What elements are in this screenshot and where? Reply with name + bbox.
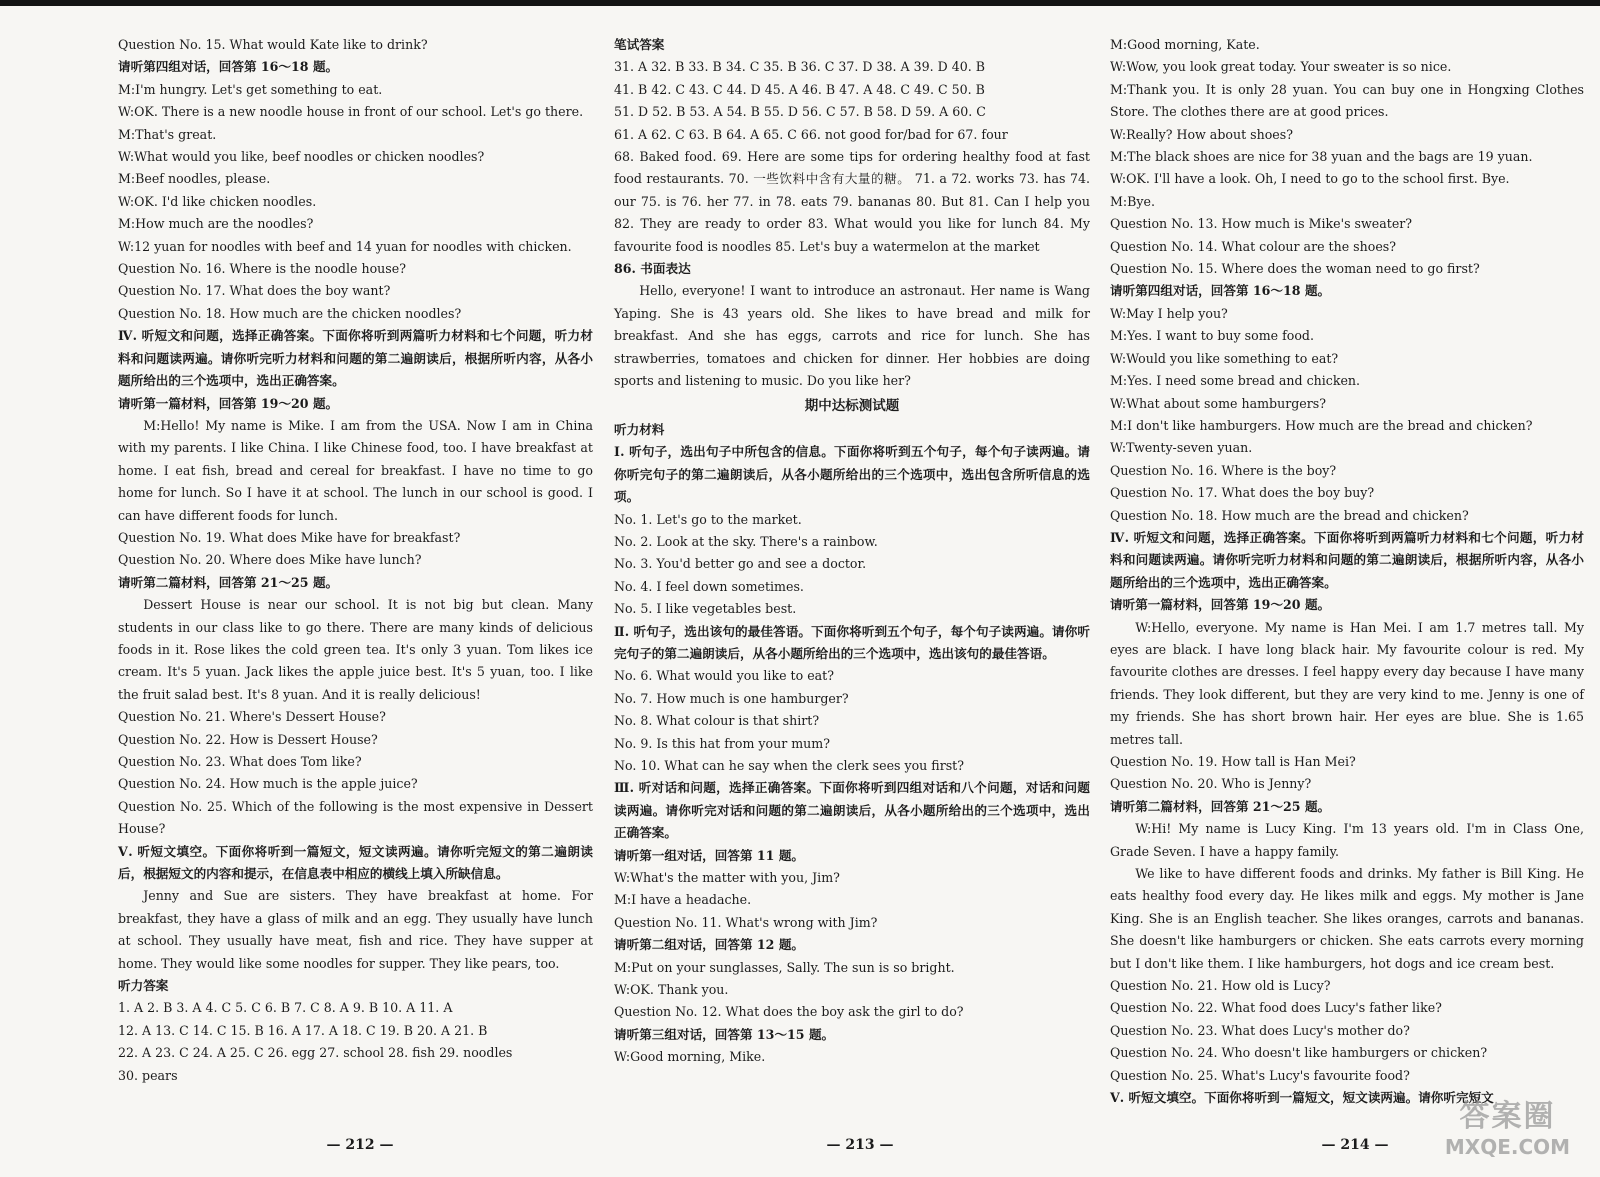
answer-row: 31. A 32. B 33. B 34. C 35. B 36. C 37. D 38. A 39. D 40. B bbox=[614, 59, 986, 75]
sentence-line: No. 6. What would you like to eat? bbox=[614, 668, 834, 684]
section-heading: Ⅴ. 听短文填空。下面你将听到一篇短文，短文读两遍。请你听完短文的第二遍朗读后，根据短文的内容和提示，在信息表中相应的横线上填入所缺信息。 bbox=[118, 843, 593, 882]
dialogue-line: M:Good morning, Kate. bbox=[1110, 37, 1260, 52]
dialogue-line: M:Thank you. It is only 28 yuan. You can buy one in Hongxing Clothes Store. The clothes there are at good prices. bbox=[1110, 81, 1584, 120]
dialogue-line: W:OK. There is a new noodle house in front of our school. Let's go there. bbox=[118, 104, 584, 120]
page-number: — 214 — bbox=[1321, 1137, 1389, 1153]
question-line: Question No. 24. Who doesn't like hamburgers or chicken? bbox=[1110, 1045, 1488, 1061]
watermark-url: MXQE.COM bbox=[1444, 1135, 1571, 1159]
passage: Jenny and Sue are sisters. They have breakfast at home. For breakfast, they have a glass of milk and an egg. They usually have lunch at school. They usually have meat, fish and rice. They have supper at home. They would like some noodles for supper. They like pears, too. bbox=[118, 888, 593, 971]
dialogue-line: W:What would you like, beef noodles or chicken noodles? bbox=[118, 149, 485, 165]
answers-heading: 听力答案 bbox=[118, 978, 169, 994]
question-line: Question No. 13. How much is Mike's sweater? bbox=[1110, 216, 1413, 232]
test-title: 期中达标测试题 bbox=[804, 397, 900, 414]
sentence-line: No. 3. You'd better go and see a doctor. bbox=[614, 556, 867, 572]
question-line: Question No. 20. Who is Jenny? bbox=[1110, 776, 1312, 792]
answer-row: 12. A 13. C 14. C 15. B 16. A 17. A 18. C 19. B 20. A 21. B bbox=[118, 1022, 488, 1038]
section-instruction: 请听第四组对话，回答第 16～18 题。 bbox=[118, 59, 339, 75]
question-line: Question No. 16. Where is the boy? bbox=[1110, 462, 1337, 478]
answer-row: 22. A 23. C 24. A 25. C 26. egg 27. school 28. fish 29. noodles bbox=[118, 1045, 513, 1061]
question-line: Question No. 19. How tall is Han Mei? bbox=[1110, 754, 1356, 769]
sentence-line: No. 2. Look at the sky. There's a rainbow. bbox=[614, 533, 878, 549]
section-heading: Ⅰ. 听句子，选出句子中所包含的信息。下面你将听到五个句子，每个句子读两遍。请你听完句子的第二遍朗读后，从各小题所给出的三个选项中，选出包含所听信息的选项。 bbox=[614, 444, 1090, 505]
dialogue-line: W:Good morning, Mike. bbox=[614, 1049, 766, 1065]
sentence-line: No. 8. What colour is that shirt? bbox=[614, 713, 820, 729]
dialogue-line: M:I have a headache. bbox=[614, 892, 752, 908]
section-instruction: 请听第一篇材料，回答第 19～20 题。 bbox=[1110, 597, 1331, 613]
dialogue-line: M:Bye. bbox=[1110, 193, 1155, 209]
question-line: Question No. 21. How old is Lucy? bbox=[1110, 978, 1331, 994]
dialogue-line: M:Put on your sunglasses, Sally. The sun is so bright. bbox=[614, 959, 955, 975]
question-line: Question No. 25. What's Lucy's favourite food? bbox=[1110, 1067, 1410, 1083]
column-page-214 bbox=[1110, 34, 1584, 1110]
section-instruction: 请听第四组对话，回答第 16～18 题。 bbox=[1110, 283, 1331, 299]
sentence-line: No. 5. I like vegetables best. bbox=[614, 601, 797, 617]
section-instruction: 请听第二篇材料，回答第 21～25 题。 bbox=[118, 574, 339, 590]
page-number: — 212 — bbox=[326, 1137, 394, 1153]
question-line: Question No. 14. What colour are the shoes? bbox=[1110, 238, 1396, 254]
answer-row: 1. A 2. B 3. A 4. C 5. C 6. B 7. C 8. A 9. B 10. A 11. A bbox=[118, 1000, 453, 1016]
dialogue-line: W:Twenty-seven yuan. bbox=[1110, 440, 1253, 456]
sentence-line: No. 1. Let's go to the market. bbox=[614, 511, 802, 527]
question-line: Question No. 19. What does Mike have for breakfast? bbox=[118, 529, 461, 545]
dialogue-line: M:Yes. I need some bread and chicken. bbox=[1110, 373, 1361, 389]
section-instruction: 请听第三组对话，回答第 13～15 题。 bbox=[614, 1026, 835, 1042]
dialogue-line: M:How much are the noodles? bbox=[118, 216, 314, 232]
dialogue-line: W:12 yuan for noodles with beef and 14 yuan for noodles with chicken. bbox=[118, 238, 572, 254]
passage: W:Hi! My name is Lucy King. I'm 13 years old. I'm in Class One, Grade Seven. I have a happy family. bbox=[1110, 821, 1584, 859]
dialogue-line: W:What about some hamburgers? bbox=[1110, 395, 1326, 411]
column-page-213 bbox=[614, 34, 1090, 1069]
passage: Dessert House is near our school. It is not big but clean. Many students in our class like to go there. There are many kinds of delicious foods in it. Rose likes the cold green tea. It's only 3 yuan. Tom likes ice cream. It's 5 yuan. Jack likes the apple juice best. It's 5 yuan, too. I like the fruit salad best. It's 8 yuan. And it is really delicious! bbox=[118, 597, 593, 702]
page-number: — 213 — bbox=[826, 1137, 894, 1153]
question-line: Question No. 24. How much is the apple juice? bbox=[118, 776, 418, 792]
dialogue-line: M:I don't like hamburgers. How much are the bread and chicken? bbox=[1110, 417, 1533, 433]
dialogue-line: W:Really? How about shoes? bbox=[1110, 126, 1293, 142]
question-line: Question No. 11. What's wrong with Jim? bbox=[614, 914, 878, 930]
top-border bbox=[0, 0, 1600, 6]
section-instruction: 请听第二组对话，回答第 12 题。 bbox=[614, 937, 805, 953]
dialogue-line: M:I'm hungry. Let's get something to eat. bbox=[118, 81, 383, 97]
answers-heading: 笔试答案 bbox=[614, 37, 665, 52]
dialogue-line: W:OK. I'll have a look. Oh, I need to go to the school first. Bye. bbox=[1110, 171, 1510, 187]
text-line: Question No. 15. What would Kate like to drink? bbox=[118, 37, 428, 52]
section-heading: 86. 书面表达 bbox=[614, 261, 691, 277]
section-heading: Ⅱ. 听句子，选出该句的最佳答语。下面你将听到五个句子，每个句子读两遍。请你听完句子的第二遍朗读后，从各小题所给出的三个选项中，选出该句的最佳答语。 bbox=[614, 623, 1090, 661]
watermark bbox=[1420, 1085, 1595, 1165]
question-line: Question No. 18. How much are the chicken noodles? bbox=[118, 305, 462, 321]
dialogue-line: M:That's great. bbox=[118, 126, 217, 142]
section-heading: Ⅳ. 听短文和问题，选择正确答案。下面你将听到两篇听力材料和七个问题，听力材料和问题读两遍。请你听完听力材料和问题的第二遍朗读后，根据所听内容，从各小题所给出的三个选项中，选出正确答案。 bbox=[118, 328, 593, 389]
answer-row: 30. pears bbox=[118, 1067, 178, 1083]
question-line: Question No. 18. How much are the bread and chicken? bbox=[1110, 507, 1469, 523]
section-instruction: 请听第一篇材料，回答第 19～20 题。 bbox=[118, 395, 339, 411]
sentence-line: No. 9. Is this hat from your mum? bbox=[614, 735, 830, 751]
column-page-212 bbox=[118, 34, 593, 1087]
question-line: Question No. 16. Where is the noodle house? bbox=[118, 261, 406, 277]
sentence-line: No. 7. How much is one hamburger? bbox=[614, 690, 849, 706]
answer-row: 51. D 52. B 53. A 54. B 55. D 56. C 57. B 58. D 59. A 60. C bbox=[614, 104, 986, 120]
passage: We like to have different foods and drinks. My father is Bill King. He eats healthy food every day. He likes milk and eggs. My mother is Jane King. She is an English teacher. She likes oranges, carrots and bananas. She doesn't like hamburgers or chicken. She eats carrots every morning but I don't like them. I like hamburgers, hot dogs and ice cream best. bbox=[1110, 866, 1584, 971]
question-line: Question No. 20. Where does Mike have lunch? bbox=[118, 552, 422, 568]
answer-row: 61. A 62. C 63. B 64. A 65. C 66. not good for/bad for 67. four bbox=[614, 126, 1008, 142]
passage: W:Hello, everyone. My name is Han Mei. I am 1.7 metres tall. My eyes are black. I have long black hair. My favourite colour is red. My favourite clothes are dresses. I feel happy every day because I have many friends. They look different, but they are very kind to me. Jenny is one of my friends. She has short brown hair. Her eyes are blue. She is 1.65 metres tall. bbox=[1110, 619, 1584, 747]
question-line: Question No. 22. What food does Lucy's father like? bbox=[1110, 1000, 1442, 1016]
sentence-line: No. 4. I feel down sometimes. bbox=[614, 578, 804, 594]
dialogue-line: M:The black shoes are nice for 38 yuan and the bags are 19 yuan. bbox=[1110, 149, 1533, 165]
question-line: Question No. 25. Which of the following is the most expensive in Dessert House? bbox=[118, 798, 593, 837]
dialogue-line: W:OK. Thank you. bbox=[614, 982, 729, 998]
dialogue-line: W:OK. I'd like chicken noodles. bbox=[118, 193, 317, 209]
question-line: Question No. 17. What does the boy buy? bbox=[1110, 485, 1375, 501]
question-line: Question No. 15. Where does the woman need to go first? bbox=[1110, 261, 1480, 277]
section-heading: 听力材料 bbox=[614, 421, 665, 437]
dialogue-line: W:Wow, you look great today. Your sweater is so nice. bbox=[1110, 59, 1452, 75]
dialogue-line: W:Would you like something to eat? bbox=[1110, 350, 1339, 366]
section-instruction: 请听第一组对话，回答第 11 题。 bbox=[614, 847, 805, 863]
sentence-line: No. 10. What can he say when the clerk sees you first? bbox=[614, 758, 964, 773]
question-line: Question No. 21. Where's Dessert House? bbox=[118, 709, 386, 725]
answer-paragraph: 68. Baked food. 69. Here are some tips for ordering healthy food at fast food restaurants. 70. 一些饮料中含有大量的糖。 71. a 72. works 73. has 74. our 75. is 76. her 77. in 78. eats 79. bananas 80. But 81. Can I help you 82. They are ready to order 83. What would you like for lunch 84. My favourite food is noodles 85. Let's buy a watermelon at the market bbox=[614, 149, 1090, 254]
section-heading: Ⅲ. 听对话和问题，选择正确答案。下面你将听到四组对话和八个问题，对话和问题读两遍。请你听完对话和问题的第二遍朗读后，从各小题所给出的三个选项中，选出正确答案。 bbox=[614, 780, 1090, 841]
watermark-logo: 答案圈 bbox=[1459, 1099, 1556, 1134]
question-line: Question No. 17. What does the boy want? bbox=[118, 283, 391, 299]
dialogue-line: W:What's the matter with you, Jim? bbox=[614, 870, 840, 886]
question-line: Question No. 12. What does the boy ask the girl to do? bbox=[614, 1004, 964, 1020]
question-line: Question No. 23. What does Tom like? bbox=[118, 754, 362, 769]
section-heading: Ⅴ. 听短文填空。下面你将听到一篇短文，短文读两遍。请你听完短文 bbox=[1110, 1090, 1494, 1106]
dialogue-line: W:May I help you? bbox=[1110, 305, 1228, 321]
dialogue-line: M:Yes. I want to buy some food. bbox=[1110, 328, 1314, 344]
question-line: Question No. 23. What does Lucy's mother do? bbox=[1110, 1022, 1410, 1038]
section-heading: Ⅳ. 听短文和问题，选择正确答案。下面你将听到两篇听力材料和七个问题，听力材料和问题读两遍。请你听完听力材料和问题的第二遍朗读后，根据所听内容，从各小题所给出的三个选项中，选出正确答案。 bbox=[1110, 529, 1584, 590]
passage: M:Hello! My name is Mike. I am from the USA. Now I am in China with my parents. I like China. I like Chinese food, too. I have breakfast at home. I eat fish, bread and cereal for breakfast. I have no time to go home for lunch. So I have it at school. The lunch in our school is good. I can have different foods for lunch. bbox=[118, 417, 593, 523]
question-line: Question No. 22. How is Dessert House? bbox=[118, 731, 378, 747]
essay: Hello, everyone! I want to introduce an astronaut. Her name is Wang Yaping. She is 43 years old. She likes to have bread and milk for breakfast. And she has eggs, carrots and rice for lunch. She has strawberries, tomatoes and chicken for dinner. Her hobbies are doing sports and listening to music. Do you like her? bbox=[614, 283, 1090, 389]
section-instruction: 请听第二篇材料，回答第 21～25 题。 bbox=[1110, 798, 1331, 814]
dialogue-line: M:Beef noodles, please. bbox=[118, 171, 271, 187]
answer-row: 41. B 42. C 43. C 44. D 45. A 46. B 47. A 48. C 49. C 50. B bbox=[614, 81, 985, 97]
